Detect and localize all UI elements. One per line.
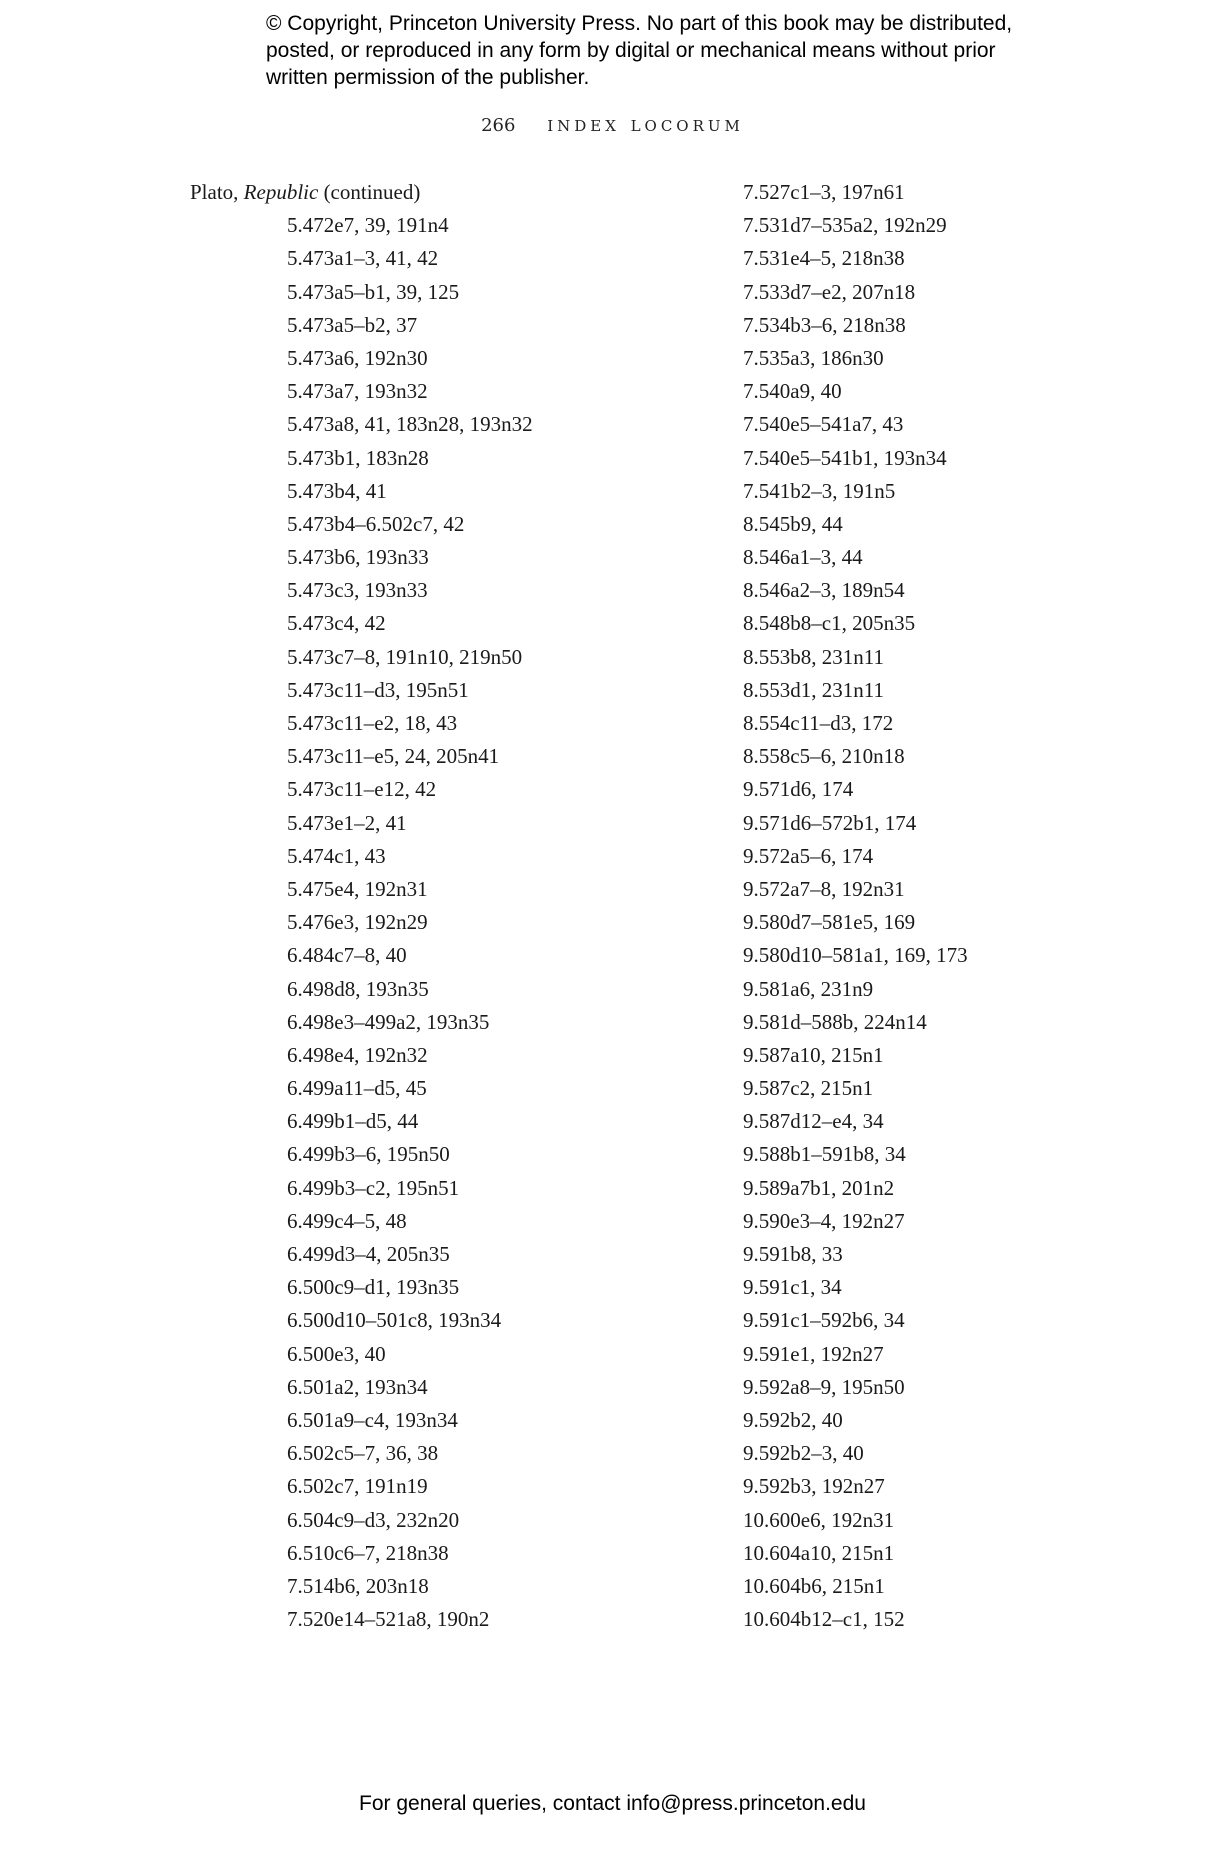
index-heading-work: Republic bbox=[243, 180, 319, 204]
index-entry: 9.592a8–9, 195n50 bbox=[743, 1374, 905, 1399]
index-entry: 9.591c1, 34 bbox=[743, 1275, 842, 1300]
index-entry: 5.473a8, 41, 183n28, 193n32 bbox=[287, 412, 533, 437]
index-entry: 7.540e5–541b1, 193n34 bbox=[743, 445, 947, 470]
index-entry: 5.473a5–b1, 39, 125 bbox=[287, 279, 460, 304]
index-entry: 8.546a1–3, 44 bbox=[743, 545, 863, 570]
index-entry: 6.499b3–c2, 195n51 bbox=[287, 1175, 460, 1200]
index-entry: 9.581d–588b, 224n14 bbox=[743, 1009, 927, 1034]
index-entry: 8.545b9, 44 bbox=[743, 511, 843, 536]
index-entry: 7.527c1–3, 197n61 bbox=[743, 180, 905, 204]
index-entry: 7.541b2–3, 191n5 bbox=[743, 478, 896, 503]
index-entry: 6.499c4–5, 48 bbox=[287, 1208, 407, 1233]
page-number: 266 bbox=[481, 115, 516, 136]
index-entry: 7.531d7–535a2, 192n29 bbox=[743, 213, 947, 238]
copyright-notice: © Copyright, Princeton University Press. No part of this book may be distributed, posted, or reproduced in any form by digital or mechanical means without prior written permission of the publisher. bbox=[266, 12, 1013, 89]
index-entry: 5.473c7–8, 191n10, 219n50 bbox=[287, 644, 523, 669]
running-title: index locorum bbox=[547, 112, 744, 136]
index-entry: 9.589a7b1, 201n2 bbox=[743, 1175, 895, 1200]
index-entry: 6.499b1–d5, 44 bbox=[287, 1109, 419, 1134]
index-entry: 9.592b3, 192n27 bbox=[743, 1474, 885, 1499]
index-entry: 8.548b8–c1, 205n35 bbox=[743, 611, 916, 636]
index-entry: 6.499a11–d5, 45 bbox=[287, 1076, 427, 1101]
index-entry: 5.473c11–e5, 24, 205n41 bbox=[287, 744, 500, 769]
index-entry: 9.590e3–4, 192n27 bbox=[743, 1208, 905, 1233]
index-entry: 9.592b2–3, 40 bbox=[743, 1441, 864, 1466]
index-heading-note: (continued) bbox=[318, 180, 421, 204]
index-entry: 6.500e3, 40 bbox=[287, 1341, 386, 1366]
index-column-left bbox=[190, 176, 533, 1636]
index-entry: 8.553b8, 231n11 bbox=[743, 644, 884, 669]
index-entry: 5.473a5–b2, 37 bbox=[287, 312, 418, 337]
index-heading bbox=[190, 176, 533, 209]
index-entry: 10.600e6, 192n31 bbox=[743, 1507, 895, 1532]
index-entry: 9.581a6, 231n9 bbox=[743, 976, 874, 1001]
index-entry: 5.473a6, 192n30 bbox=[287, 345, 428, 370]
index-entry-list-left bbox=[190, 209, 533, 1636]
index-entry: 6.498d8, 193n35 bbox=[287, 976, 429, 1001]
index-entry: 7.540e5–541a7, 43 bbox=[743, 412, 904, 437]
index-entry: 6.484c7–8, 40 bbox=[287, 943, 407, 968]
index-entry: 9.571d6–572b1, 174 bbox=[743, 810, 917, 835]
index-entry: 6.499d3–4, 205n35 bbox=[287, 1242, 450, 1266]
index-entry: 9.587c2, 215n1 bbox=[743, 1076, 874, 1101]
index-entry: 9.591e1, 192n27 bbox=[743, 1341, 884, 1366]
index-entry: 5.473c11–d3, 195n51 bbox=[287, 677, 469, 702]
index-entry: 9.572a5–6, 174 bbox=[743, 843, 874, 868]
index-entry: 6.498e3–499a2, 193n35 bbox=[287, 1009, 490, 1034]
index-entry: 9.588b1–591b8, 34 bbox=[743, 1142, 906, 1167]
index-entry: 5.473e1–2, 41 bbox=[287, 810, 407, 835]
index-heading-author: Plato, bbox=[190, 180, 244, 204]
index-entry: 6.510c6–7, 218n38 bbox=[287, 1540, 449, 1565]
index-entry: 7.531e4–5, 218n38 bbox=[743, 246, 905, 271]
index-entry: 6.501a2, 193n34 bbox=[287, 1374, 428, 1399]
index-entry: 9.580d7–581e5, 169 bbox=[743, 910, 916, 935]
index-entry: 9.591b8, 33 bbox=[743, 1242, 843, 1266]
index-entry: 6.500d10–501c8, 193n34 bbox=[287, 1308, 502, 1333]
index-entry: 5.473c4, 42 bbox=[287, 611, 386, 636]
index-entry-list-right bbox=[743, 176, 968, 1636]
index-entry: 7.514b6, 203n18 bbox=[287, 1573, 429, 1598]
index-entry: 6.498e4, 192n32 bbox=[287, 1042, 428, 1067]
index-entry: 7.540a9, 40 bbox=[743, 379, 842, 404]
index-entry: 5.473b4–6.502c7, 42 bbox=[287, 511, 465, 536]
index-entry: 9.591c1–592b6, 34 bbox=[743, 1308, 905, 1333]
index-entry: 5.473a1–3, 41, 42 bbox=[287, 246, 439, 271]
index-entry: 9.572a7–8, 192n31 bbox=[743, 876, 905, 901]
index-entry: 9.571d6, 174 bbox=[743, 777, 854, 802]
index-entry: 10.604b12–c1, 152 bbox=[743, 1607, 905, 1632]
index-entry: 8.554c11–d3, 172 bbox=[743, 711, 894, 735]
index-entry: 5.473c3, 193n33 bbox=[287, 578, 428, 603]
index-entry: 5.476e3, 192n29 bbox=[287, 910, 428, 935]
index-entry: 8.546a2–3, 189n54 bbox=[743, 578, 905, 603]
index-entry: 5.473c11–e2, 18, 43 bbox=[287, 711, 458, 735]
index-entry: 6.504c9–d3, 232n20 bbox=[287, 1507, 460, 1532]
index-entry: 9.587d12–e4, 34 bbox=[743, 1109, 884, 1134]
index-entry: 10.604a10, 215n1 bbox=[743, 1540, 895, 1565]
index-entry: 9.587a10, 215n1 bbox=[743, 1042, 884, 1067]
footer-contact: For general queries, contact info@press.princeton.edu bbox=[359, 1792, 866, 1815]
index-entry: 5.475e4, 192n31 bbox=[287, 876, 428, 901]
index-entry: 9.580d10–581a1, 169, 173 bbox=[743, 943, 968, 968]
index-entry: 5.473b6, 193n33 bbox=[287, 545, 429, 570]
index-entry: 7.534b3–6, 218n38 bbox=[743, 312, 906, 337]
index-entry: 6.501a9–c4, 193n34 bbox=[287, 1407, 458, 1432]
index-entry: 5.473c11–e12, 42 bbox=[287, 777, 437, 802]
index-entry: 6.502c5–7, 36, 38 bbox=[287, 1441, 439, 1466]
running-head bbox=[0, 112, 1225, 136]
index-entry: 5.474c1, 43 bbox=[287, 843, 386, 868]
index-entry: 7.535a3, 186n30 bbox=[743, 345, 884, 370]
index-entry: 5.473b1, 183n28 bbox=[287, 445, 429, 470]
index-entry: 7.533d7–e2, 207n18 bbox=[743, 279, 916, 304]
index-entry: 10.604b6, 215n1 bbox=[743, 1573, 885, 1598]
index-entry: 6.500c9–d1, 193n35 bbox=[287, 1275, 460, 1300]
index-entry: 5.472e7, 39, 191n4 bbox=[287, 213, 449, 238]
index-entry: 8.558c5–6, 210n18 bbox=[743, 744, 905, 769]
index-entry: 9.592b2, 40 bbox=[743, 1407, 843, 1432]
index-column-right bbox=[743, 176, 968, 1636]
index-entry: 7.520e14–521a8, 190n2 bbox=[287, 1607, 490, 1632]
index-entry: 5.473b4, 41 bbox=[287, 478, 387, 503]
index-entry: 6.502c7, 191n19 bbox=[287, 1474, 428, 1499]
index-entry: 5.473a7, 193n32 bbox=[287, 379, 428, 404]
index-entry: 8.553d1, 231n11 bbox=[743, 677, 884, 702]
index-entry: 6.499b3–6, 195n50 bbox=[287, 1142, 450, 1167]
